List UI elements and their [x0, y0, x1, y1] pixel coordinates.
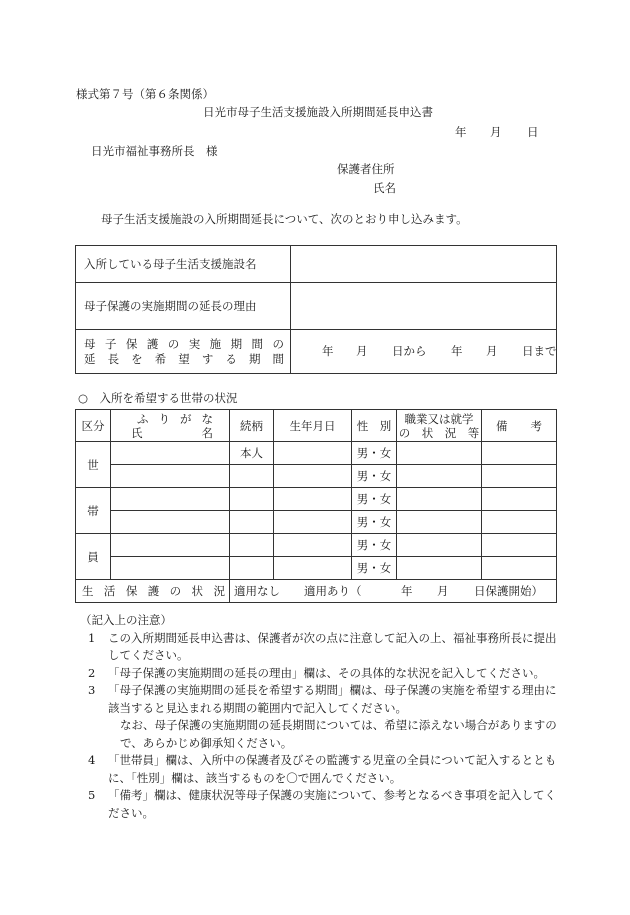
gender-cell[interactable]: 男・女	[352, 557, 397, 580]
note-text: この入所期間延長申込書は、保護者が次の点に注意して記入の上、福祉事務所長に提出してください。	[108, 630, 557, 662]
remarks-cell[interactable]	[482, 465, 557, 488]
job-cell[interactable]	[397, 534, 482, 557]
extension-period-label	[76, 330, 291, 374]
member-name-cell[interactable]	[111, 534, 230, 557]
period-year: 年	[322, 343, 334, 358]
period-label-line1-char: 実	[188, 336, 201, 351]
date-month: 月	[490, 125, 502, 139]
addressee: 日光市福祉事務所長 様	[91, 144, 218, 158]
note-number: 3	[88, 683, 96, 697]
document-title: 日光市母子生活支援施設入所期間延長申込書	[203, 105, 433, 119]
notes-section	[80, 612, 560, 822]
relation-cell[interactable]	[230, 511, 274, 534]
gender-cell[interactable]: 男・女	[352, 511, 397, 534]
welfare-status-label	[76, 580, 230, 603]
intro-text: 母子生活支援施設の入所期間延長について、次のとおり申し込みます。	[101, 212, 468, 226]
welfare-label-char: 況	[213, 584, 225, 598]
col-job	[397, 410, 482, 442]
period-label-line1-char: 子	[104, 336, 117, 351]
period-label-line1-char: の	[272, 336, 284, 351]
relation-cell[interactable]	[230, 465, 274, 488]
form-number: 様式第７号（第６条関係）	[76, 87, 214, 101]
period-label-line1-char: 施	[209, 336, 222, 351]
relation-cell[interactable]	[230, 534, 274, 557]
application-info-table	[75, 245, 557, 374]
note-text: なお、母子保護の実施期間の延長期間については、希望に添えない場合がありますので、あらかじめ御承知ください。	[120, 718, 557, 750]
household-table	[75, 409, 557, 603]
welfare-applied: 適用あり（	[304, 584, 362, 598]
note-item	[80, 682, 560, 717]
remarks-cell[interactable]	[482, 534, 557, 557]
facility-name-label: 入所している母子生活支援施設名	[76, 246, 291, 283]
period-label-line2-char: 延	[84, 351, 96, 366]
division-char-2: 帯	[76, 488, 111, 534]
period-label-line2-char: 間	[272, 351, 284, 366]
welfare-label-char: 保	[125, 584, 138, 598]
col-job-line2: の 状 況 等	[398, 425, 480, 440]
remarks-cell[interactable]	[482, 557, 557, 580]
job-cell[interactable]	[397, 557, 482, 580]
division-char-1: 世	[76, 442, 111, 488]
note-item	[80, 665, 560, 683]
gender-cell[interactable]: 男・女	[352, 465, 397, 488]
period-label-line2-char: る	[225, 351, 237, 366]
welfare-label-char: 護	[147, 584, 160, 598]
period-label-line2-char: 希	[154, 351, 167, 366]
welfare-label-char: の	[169, 584, 182, 598]
welfare-start: 日保護開始）	[474, 584, 543, 598]
job-cell[interactable]	[397, 488, 482, 511]
extension-reason-label: 母子保護の実施期間の延長の理由	[76, 283, 291, 330]
period-label-line2-char: を	[131, 351, 143, 366]
period-label-line2-char: 長	[107, 351, 120, 366]
job-cell[interactable]	[397, 511, 482, 534]
col-division: 区分	[76, 410, 111, 442]
welfare-label-char: 生	[82, 584, 94, 598]
period-label-line1-char: 母	[84, 336, 96, 351]
gender-cell[interactable]: 男・女	[352, 534, 397, 557]
note-text: 「備考」欄は、健康状況等母子保護の実施について、参考となるべき事項を記入してください。	[108, 788, 557, 820]
date-day: 日	[527, 125, 539, 139]
member-name-cell[interactable]	[111, 511, 230, 534]
period-label-line2-char: 望	[178, 351, 190, 366]
welfare-label-char: 活	[103, 584, 116, 598]
period-label-line1-char: の	[167, 336, 180, 351]
member-name-cell[interactable]	[111, 465, 230, 488]
note-item	[80, 717, 560, 752]
member-name-cell[interactable]	[111, 488, 230, 511]
col-gender: 性 別	[352, 410, 397, 442]
facility-name-field[interactable]	[291, 246, 557, 283]
furigana-char: な	[201, 411, 213, 426]
note-text: 「母子保護の実施期間の延長を希望する期間」欄は、母子保護の実施を希望する理由に該当すると見込まれる期間の範囲内で記入してください。	[108, 683, 557, 715]
gender-cell[interactable]: 男・女	[352, 442, 397, 465]
relation-cell[interactable]	[230, 488, 274, 511]
member-name-cell[interactable]	[111, 442, 230, 465]
period-label-line1-char: 間	[251, 336, 263, 351]
period-label-line2-char: 期	[248, 351, 261, 366]
birth-cell[interactable]	[274, 534, 352, 557]
remarks-cell[interactable]	[482, 442, 557, 465]
col-birth: 生年月日	[274, 410, 352, 442]
welfare-none: 適用なし	[234, 584, 280, 598]
birth-cell[interactable]	[274, 442, 352, 465]
note-text: 「母子保護の実施期間の延長の理由」欄は、その具体的な状況を記入してください。	[108, 665, 545, 680]
period-month-2: 月	[486, 343, 498, 358]
period-until: 日まで	[522, 343, 557, 358]
date-year: 年	[455, 125, 467, 139]
welfare-year: 年	[401, 584, 413, 598]
gender-cell[interactable]: 男・女	[352, 488, 397, 511]
period-label-line1-char: 期	[230, 336, 243, 351]
welfare-month: 月	[437, 584, 449, 598]
period-year-2: 年	[451, 343, 463, 358]
note-item	[80, 630, 560, 665]
guardian-address-label: 保護者住所	[337, 162, 395, 176]
member-name-cell[interactable]	[111, 557, 230, 580]
division-char-3: 員	[76, 534, 111, 580]
extension-reason-field[interactable]	[291, 283, 557, 330]
household-heading: ○ 入所を希望する世帯の状況	[78, 391, 238, 405]
name-header-char: 名	[201, 425, 213, 440]
note-number: 5	[88, 788, 96, 802]
period-month: 月	[356, 343, 368, 358]
relation-cell[interactable]	[230, 557, 274, 580]
note-item	[80, 787, 560, 822]
note-number: 4	[88, 753, 96, 767]
remarks-cell[interactable]	[482, 511, 557, 534]
col-remarks: 備 考	[482, 410, 557, 442]
col-job-line1: 職業又は就学	[404, 411, 474, 426]
remarks-cell[interactable]	[482, 488, 557, 511]
furigana-char: が	[180, 411, 192, 426]
job-cell[interactable]	[397, 465, 482, 488]
note-item	[80, 752, 560, 787]
note-number: 2	[88, 665, 96, 680]
welfare-label-char: 状	[191, 584, 204, 598]
birth-cell[interactable]	[274, 488, 352, 511]
period-label-line1-char: 護	[146, 336, 159, 351]
furigana-char: ふ	[137, 411, 149, 426]
period-label-line2-char: す	[201, 351, 214, 366]
note-number: 1	[88, 630, 96, 645]
guardian-name-label: 氏名	[373, 181, 396, 195]
note-number	[80, 717, 108, 752]
col-name	[111, 410, 230, 442]
extension-period-field[interactable]	[291, 330, 557, 374]
welfare-status-field[interactable]	[230, 580, 557, 603]
relation-self: 本人	[230, 442, 274, 465]
period-label-line1-char: 保	[125, 336, 138, 351]
furigana-char: り	[158, 411, 170, 426]
note-text: 「世帯員」欄は、入所中の保護者及びその監護する児童の全員について記入するとともに、「性別」欄は、該当するものを〇で囲んでください。	[108, 753, 557, 785]
birth-cell[interactable]	[274, 557, 352, 580]
job-cell[interactable]	[397, 442, 482, 465]
birth-cell[interactable]	[274, 511, 352, 534]
period-from: 日から	[392, 343, 427, 358]
col-relation: 続柄	[230, 410, 274, 442]
notes-heading: （記入上の注意）	[80, 613, 172, 627]
name-header-char: 氏	[131, 425, 143, 440]
birth-cell[interactable]	[274, 465, 352, 488]
